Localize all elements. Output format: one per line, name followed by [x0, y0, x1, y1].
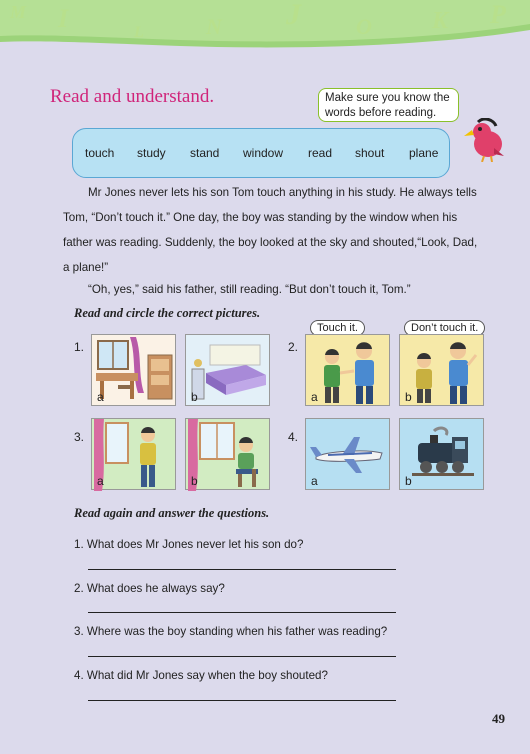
option-label: a: [311, 390, 318, 404]
speech-bubble-touch: Touch it.: [310, 320, 365, 336]
answer-line[interactable]: [88, 569, 396, 570]
plane-picture[interactable]: [305, 418, 390, 490]
speech-bubble-dont-touch: Don’t touch it.: [404, 320, 485, 336]
banner-letter: I: [58, 4, 69, 33]
page-number: 49: [492, 711, 505, 726]
item-number: 2.: [288, 340, 299, 354]
option-label: b: [405, 390, 412, 404]
banner-letter: L: [134, 24, 144, 41]
banner-shape: [0, 0, 530, 52]
answer-line[interactable]: [88, 700, 396, 701]
question: 4. What did Mr Jones say when the boy shouted?: [74, 669, 328, 682]
boys-dont-touch-picture[interactable]: [399, 334, 484, 406]
bird-mascot-icon: [464, 118, 506, 162]
option-label: b: [191, 474, 198, 488]
train-picture[interactable]: [399, 418, 484, 490]
story-line: father was reading. Suddenly, the boy looked at the sky and shouted,“Look, Dad,: [63, 236, 478, 249]
question: 3. Where was the boy standing when his father was reading?: [74, 625, 388, 638]
banner-letter: M: [10, 2, 27, 22]
boy-standing-window-picture[interactable]: [91, 418, 176, 490]
boy-sitting-window-picture[interactable]: [185, 418, 270, 490]
vocab-word: window: [243, 146, 284, 160]
option-label: b: [405, 474, 412, 488]
vocab-word: read: [308, 146, 333, 160]
question: 2. What does he always say?: [74, 582, 225, 595]
story-line: “Oh, yes,” said his father, still reading. “But don’t touch it, Tom.”: [88, 283, 411, 296]
tip-line: Make sure you know the: [325, 92, 450, 104]
section-title: Read and understand.: [50, 86, 215, 107]
task2-heading: Read again and answer the questions.: [74, 506, 270, 520]
boys-touch-picture[interactable]: [305, 334, 390, 406]
vocab-word: stand: [190, 146, 220, 160]
banner-letter: K: [432, 8, 449, 34]
option-label: a: [311, 474, 318, 488]
story-line: a plane!”: [63, 261, 109, 274]
story-line: Tom, “Don’t touch it.” One day, the boy was standing by the window when his: [63, 211, 458, 224]
answer-line[interactable]: [88, 656, 396, 657]
banner-letter: J: [286, 0, 301, 31]
bedroom-picture[interactable]: [185, 334, 270, 406]
option-label: b: [191, 390, 198, 404]
option-label: a: [97, 390, 104, 404]
story-line: Mr Jones never lets his son Tom touch anything in his study. He always tells: [88, 186, 477, 199]
vocab-word: plane: [409, 146, 439, 160]
banner-letter: N: [206, 14, 222, 39]
vocabulary-box: [72, 128, 450, 178]
answer-line[interactable]: [88, 612, 396, 613]
banner-letter: P: [490, 0, 506, 29]
top-banner: [0, 0, 530, 52]
study-room-picture[interactable]: [91, 334, 176, 406]
item-number: 1.: [74, 340, 85, 354]
option-label: a: [97, 474, 104, 488]
vocab-word: shout: [355, 146, 385, 160]
question: 1. What does Mr Jones never let his son do?: [74, 538, 304, 551]
item-number: 3.: [74, 430, 85, 444]
tip-bubble: [318, 88, 459, 122]
task1-heading: Read and circle the correct pictures.: [74, 306, 261, 320]
vocab-word: study: [137, 146, 166, 160]
tip-line: words before reading.: [325, 107, 437, 119]
banner-letter: O: [356, 14, 372, 39]
vocab-word: touch: [85, 146, 115, 160]
item-number: 4.: [288, 430, 299, 444]
